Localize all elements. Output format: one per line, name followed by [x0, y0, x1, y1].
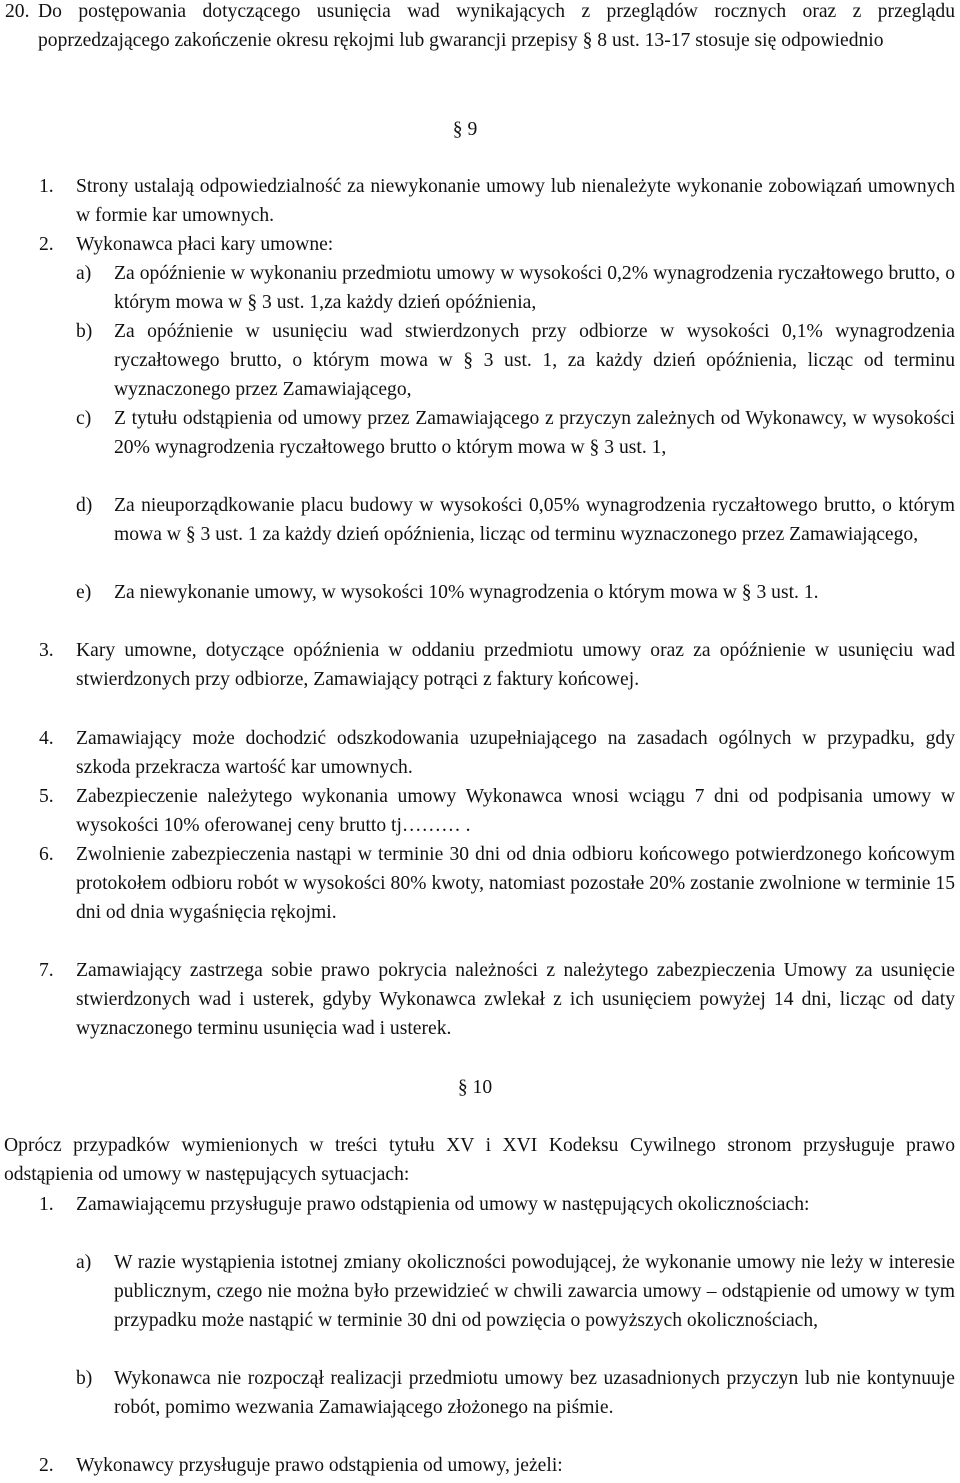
- subitem-letter: b): [76, 321, 93, 342]
- section-9-subitem-c: [76, 404, 955, 462]
- item-text: Wykonawcy przysługuje prawo odstąpienia od umowy, jeżeli:: [76, 1455, 563, 1476]
- item-number: 6.: [39, 844, 54, 865]
- subitem-text: Za nieuporządkowanie placu budowy w wysokości 0,05% wynagrodzenia ryczałtowego brutto, o którym mowa w § 3 ust. 1 za każdy dzień opóźnienia, licząc od terminu wyznaczonego przez Zamawiającego,: [114, 495, 955, 545]
- section-10-item-1: [39, 1190, 955, 1219]
- subitem-letter: d): [76, 495, 93, 516]
- item-text: Zabezpieczenie należytego wykonania umowy Wykonawca wnosi wciągu 7 dni od podpisania umowy w wysokości 10% oferowanej ceny brutto tj……… .: [76, 786, 955, 836]
- intro-text: Oprócz przypadków wymienionych w treści tytułu XV i XVI Kodeksu Cywilnego stronom przysługuje prawo odstąpienia od umowy w następujących sytuacjach:: [4, 1135, 955, 1185]
- subitem-letter: e): [76, 582, 92, 603]
- subitem-text: Za opóźnienie w wykonaniu przedmiotu umowy w wysokości 0,2% wynagrodzenia ryczałtowego brutto, o którym mowa w § 3 ust. 1,za każdy dzień opóźnienia,: [114, 263, 955, 313]
- paragraph-20: [5, 0, 955, 55]
- subitem-text: Wykonawca nie rozpoczął realizacji przedmiotu umowy bez uzasadnionych przyczyn lub nie kontynuuje robót, pomimo wezwania Zamawiającego złożonego na piśmie.: [114, 1368, 955, 1418]
- item-number: 2.: [39, 234, 54, 255]
- section-9-item-7: [39, 956, 955, 1043]
- subitem-text: Za niewykonanie umowy, w wysokości 10% wynagrodzenia o którym mowa w § 3 ust. 1.: [114, 582, 819, 603]
- item-text: Zamawiający może dochodzić odszkodowania uzupełniającego na zasadach ogólnych w przypadku, gdy szkoda przekracza wartość kar umownych.: [76, 728, 955, 778]
- item-text: Zwolnienie zabezpieczenia nastąpi w terminie 30 dni od dnia odbioru końcowego potwierdzonego końcowym protokołem odbioru robót w wysokości 80% kwoty, natomiast pozostałe 20% zostanie zwolnione w terminie 15 dni od dnia wygaśnięcia rękojmi.: [76, 844, 955, 923]
- item-text: Wykonawca płaci kary umowne:: [76, 234, 334, 255]
- section-10-item-2: [39, 1451, 955, 1480]
- section-10-subitem-a: [76, 1248, 955, 1335]
- section-9-item-5: [39, 782, 955, 840]
- section-9-subitem-b: [76, 317, 955, 404]
- subitem-letter: c): [76, 408, 92, 429]
- paragraph-text: Do postępowania dotyczącego usunięcia wad wynikających z przeglądów rocznych oraz z przeglądu poprzedzającego zakończenie okresu rękojmi lub gwarancji przepisy § 8 ust. 13-17 stosuje się odpowiednio: [38, 1, 955, 51]
- item-text: Strony ustalają odpowiedzialność za niewykonanie umowy lub nienależyte wykonanie zobowiązań umownych w formie kar umownych.: [76, 176, 955, 226]
- item-number: 7.: [39, 960, 54, 981]
- item-number: 1.: [39, 176, 54, 197]
- subitem-text: Z tytułu odstąpienia od umowy przez Zamawiającego z przyczyn zależnych od Wykonawcy, w wysokości 20% wynagrodzenia ryczałtowego brutto o którym mowa w § 3 ust. 1,: [114, 408, 955, 458]
- section-9-item-2: [39, 230, 955, 259]
- section-10-intro: [4, 1131, 955, 1189]
- section-9-item-1: [39, 172, 955, 230]
- item-number: 3.: [39, 640, 54, 661]
- section-9-item-6: [39, 840, 955, 927]
- paragraph-number: 20.: [5, 1, 30, 22]
- item-number: 1.: [39, 1194, 54, 1215]
- item-number: 5.: [39, 786, 54, 807]
- section-9-subitem-a: [76, 259, 955, 317]
- subitem-letter: a): [76, 1252, 92, 1273]
- section-heading-9: § 9: [452, 119, 478, 140]
- item-text: Zamawiający zastrzega sobie prawo pokrycia należności z należytego zabezpieczenia Umowy za usunięcie stwierdzonych wad i usterek, gdyby Wykonawca zwlekał z ich usunięciem powyżej 14 dni, licząc od daty wyznaczonego terminu usunięcia wad i usterek.: [76, 960, 955, 1039]
- item-number: 4.: [39, 728, 54, 749]
- subitem-text: W razie wystąpienia istotnej zmiany okoliczności powodującej, że wykonanie umowy nie leży w interesie publicznym, czego nie można było przewidzieć w chwili zawarcia umowy – odstąpienie od umowy w tym przypadku może nastąpić w terminie 30 dni od powzięcia o powyższych okolicznościach,: [114, 1252, 955, 1331]
- subitem-text: Za opóźnienie w usunięciu wad stwierdzonych przy odbiorze w wysokości 0,1% wynagrodzenia ryczałtowego brutto, o którym mowa w § 3 ust. 1, za każdy dzień opóźnienia, licząc od terminu wyznaczonego przez Zamawiającego,: [114, 321, 955, 400]
- section-10-subitem-b: [76, 1364, 955, 1422]
- section-9-item-3: [39, 636, 955, 694]
- subitem-letter: b): [76, 1368, 93, 1389]
- section-9-subitem-d: [76, 491, 955, 549]
- subitem-letter: a): [76, 263, 92, 284]
- section-heading-10: § 10: [457, 1077, 493, 1098]
- item-text: Kary umowne, dotyczące opóźnienia w oddaniu przedmiotu umowy oraz za opóźnienie w usunięciu wad stwierdzonych przy odbiorze, Zamawiający potrąci z faktury końcowej.: [76, 640, 955, 690]
- section-9-subitem-e: [76, 578, 955, 607]
- item-text: Zamawiającemu przysługuje prawo odstąpienia od umowy w następujących okolicznościach:: [76, 1194, 810, 1215]
- item-number: 2.: [39, 1455, 54, 1476]
- section-9-item-4: [39, 724, 955, 782]
